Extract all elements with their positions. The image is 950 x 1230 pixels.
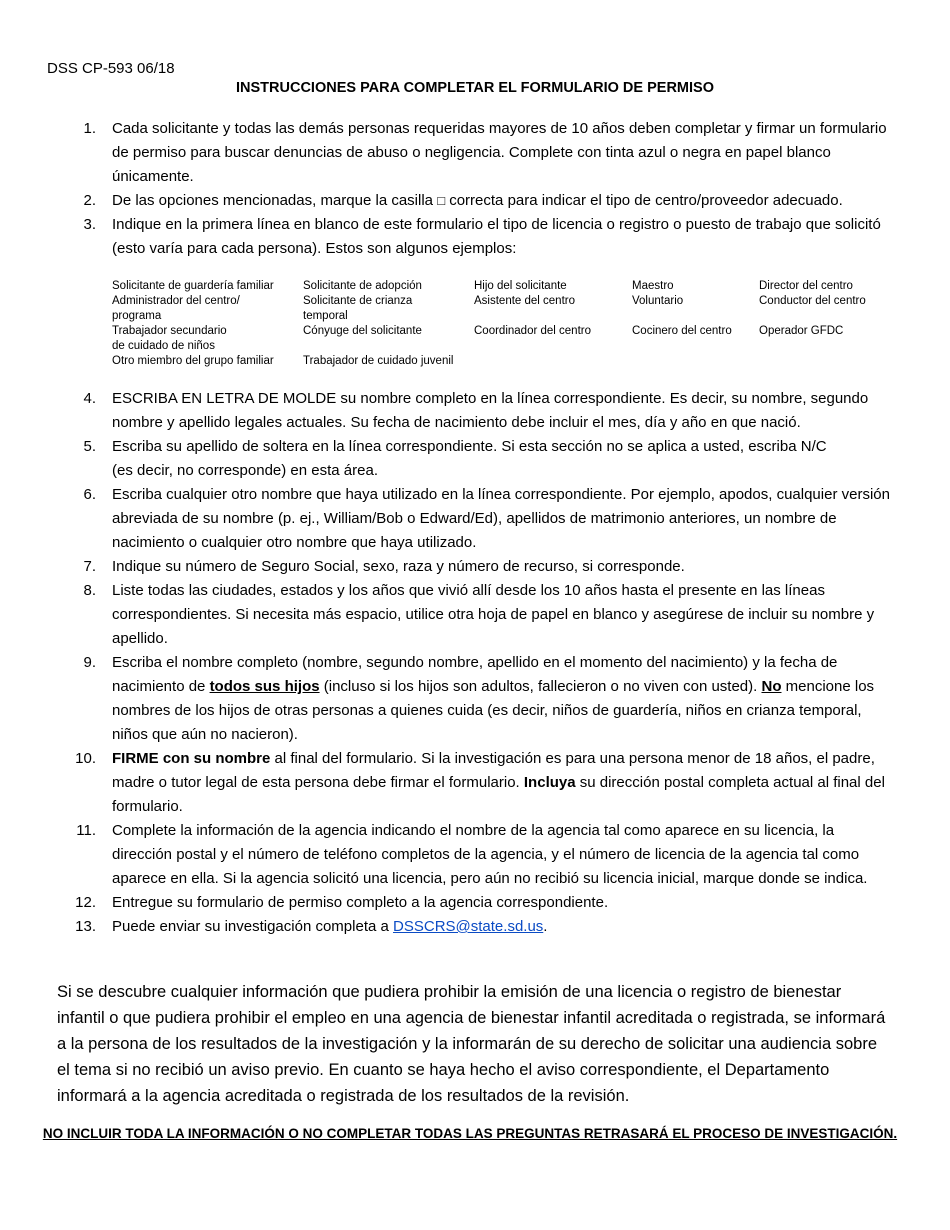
item-text: Liste todas las ciudades, estados y los años que vivió allí desde los 10 años hasta el presente en las líneas correspondientes. Si necesita más espacio, utilice otra hoja de papel en blanco y asegúrese de incluir su nombre y apellido. <box>112 582 875 647</box>
example-cell: Voluntario <box>632 295 684 307</box>
instruction-item-9 <box>0 651 950 747</box>
item-text: su dirección postal completa actual al final del formulario. <box>112 774 885 815</box>
instruction-item-3 <box>0 213 950 261</box>
item-number: 8. <box>83 582 96 599</box>
item-text: Escriba el nombre completo (nombre, segundo nombre, apellido en el momento del nacimiento) y la fecha de nacimiento de <box>112 654 838 695</box>
examples-row <box>112 324 892 354</box>
checkbox-icon: □ <box>437 193 446 208</box>
emphasis-text: No <box>761 678 782 695</box>
example-cell: Otro miembro del grupo familiar <box>112 355 274 367</box>
item-text: Escriba cualquier otro nombre que haya utilizado en la línea correspondiente. Por ejemplo, apodos, cualquier versión abreviada de su nombre (p. ej., William/Bob o Edward/Ed), apellidos de matrimonio anteriores, un nombre de nacimiento o cualquier otro nombre que haya utilizado. <box>112 486 890 551</box>
example-cell: Trabajador secundario de cuidado de niños <box>112 325 227 352</box>
instruction-item-2 <box>0 189 950 213</box>
item-text: Entregue su formulario de permiso completo a la agencia correspondiente. <box>112 894 609 911</box>
item-number: 11. <box>76 822 96 839</box>
instruction-item-10 <box>0 747 950 819</box>
item-number: 9. <box>83 654 96 671</box>
item-text: . <box>543 918 548 935</box>
item-number: 10. <box>75 750 96 767</box>
instruction-item-12 <box>0 891 950 915</box>
example-cell: Conductor del centro <box>759 295 866 307</box>
item-text: ESCRIBA EN LETRA DE MOLDE su nombre completo en la línea correspondiente. Es decir, su nombre, segundo nombre y apellido legales actuales. Su fecha de nacimiento debe incluir el mes, día y año en que nació. <box>112 390 869 431</box>
item-text: Complete la información de la agencia indicando el nombre de la agencia tal como aparece en su licencia, la dirección postal y el número de teléfono completos de la agencia, y el número de licencia de la agencia tal como aparece en ella. Si la agencia solicitó una licencia, pero aún no recibió su licencia inicial, marque donde se indica. <box>112 822 868 887</box>
email-link[interactable]: DSSCRS@state.sd.us <box>393 918 544 935</box>
instructions-list-bottom <box>0 387 950 939</box>
footer-warning: NO INCLUIR TODA LA INFORMACIÓN O NO COMPLETAR TODAS LAS PREGUNTAS RETRASARÁ EL PROCESO DE INVESTIGACIÓN. <box>42 1126 898 1141</box>
instruction-item-6 <box>0 483 950 555</box>
examples-row <box>112 279 892 294</box>
instruction-item-11 <box>0 819 950 891</box>
example-cell: Solicitante de adopción <box>303 280 422 292</box>
examples-row <box>112 294 892 324</box>
example-cell <box>632 354 759 369</box>
instructions-list-top <box>0 117 950 261</box>
item-text: correcta para indicar el tipo de centro/proveedor adecuado. <box>445 192 843 209</box>
instruction-item-4 <box>0 387 950 435</box>
item-number: 12. <box>75 894 96 911</box>
instruction-item-1 <box>0 117 950 189</box>
item-text: De las opciones mencionadas, marque la casilla <box>112 192 438 209</box>
example-cell: Coordinador del centro <box>474 325 591 337</box>
example-cell: Cónyuge del solicitante <box>303 325 422 337</box>
instruction-item-8 <box>0 579 950 651</box>
item-text: Cada solicitante y todas las demás personas requeridas mayores de 10 años deben completar y firmar un formulario de permiso para buscar denuncias de abuso o negligencia. Complete con tinta azul o negra en papel blanco únicamente. <box>112 120 887 185</box>
item-number: 2. <box>83 192 96 209</box>
item-number: 5. <box>83 438 96 455</box>
instruction-item-7 <box>0 555 950 579</box>
example-cell: Cocinero del centro <box>632 325 732 337</box>
example-cell: Asistente del centro <box>474 295 576 307</box>
emphasis-text: todos sus hijos <box>209 678 320 695</box>
item-number: 7. <box>83 558 96 575</box>
example-cell <box>759 354 889 369</box>
example-cell <box>474 354 632 369</box>
item-text: Indique su número de Seguro Social, sexo, raza y número de recurso, si corresponde. <box>112 558 685 575</box>
example-cell: Hijo del solicitante <box>474 280 567 292</box>
item-text: Puede enviar su investigación completa a <box>112 918 394 935</box>
item-text: Escriba su apellido de soltera en la línea correspondiente. Si esta sección no se aplica a usted, escriba N/C <box>112 438 827 455</box>
example-cell: Administrador del centro/ programa <box>112 295 240 322</box>
form-code: DSS CP-593 06/18 <box>47 60 175 77</box>
example-cell: Operador GFDC <box>759 325 844 337</box>
emphasis-text: Incluya <box>523 774 576 791</box>
example-cell: Director del centro <box>759 280 853 292</box>
examples-table <box>112 279 892 369</box>
example-cell: Trabajador de cuidado juvenil <box>303 355 454 367</box>
instruction-item-13 <box>0 915 950 939</box>
item-text: Indique en la primera línea en blanco de este formulario el tipo de licencia o registro o puesto de trabajo que solicitó (esto varía para cada persona). Estos son algunos ejemplos: <box>112 216 881 257</box>
emphasis-text: FIRME con su nombre <box>112 750 271 767</box>
item-text: (incluso si los hijos son adultos, fallecieron o no viven con usted). <box>319 678 762 695</box>
item-number: 3. <box>83 216 96 233</box>
examples-row <box>112 354 892 369</box>
item-text: al final del formulario. Si la investigación es para una persona menor de 18 años, el padre, madre o tutor legal de esta persona debe firmar el formulario. <box>112 750 875 791</box>
item-number: 6. <box>83 486 96 503</box>
example-cell: Solicitante de guardería familiar <box>112 280 274 292</box>
item-number: 1. <box>83 120 96 137</box>
instruction-item-5 <box>0 435 950 483</box>
item-text: mencione los nombres de los hijos de otras personas a quienes cuida (es decir, niños de guardería, niños en crianza temporal, niños que aún no nacieron). <box>112 678 875 743</box>
example-cell: Maestro <box>632 280 674 292</box>
example-cell: Solicitante de crianza temporal <box>303 295 413 322</box>
closing-paragraph: Si se descubre cualquier información que pudiera prohibir la emisión de una licencia o registro de bienestar infantil o que pudiera prohibir el empleo en una agencia de bienestar infantil acreditada o registrada, se informará a la persona de los resultados de la investigación y la informarán de su derecho de solicitar una audiencia sobre el tema si no recibió un aviso previo. En cuanto se haya hecho el aviso correspondiente, el Departamento informará a la agencia acreditada o registrada de los resultados de la revisión. <box>57 983 886 1105</box>
item-number: 13. <box>75 918 96 935</box>
item-text: (es decir, no corresponde) en esta área. <box>112 462 378 479</box>
item-number: 4. <box>83 390 96 407</box>
page-title: INSTRUCCIONES PARA COMPLETAR EL FORMULARIO DE PERMISO <box>236 80 714 96</box>
